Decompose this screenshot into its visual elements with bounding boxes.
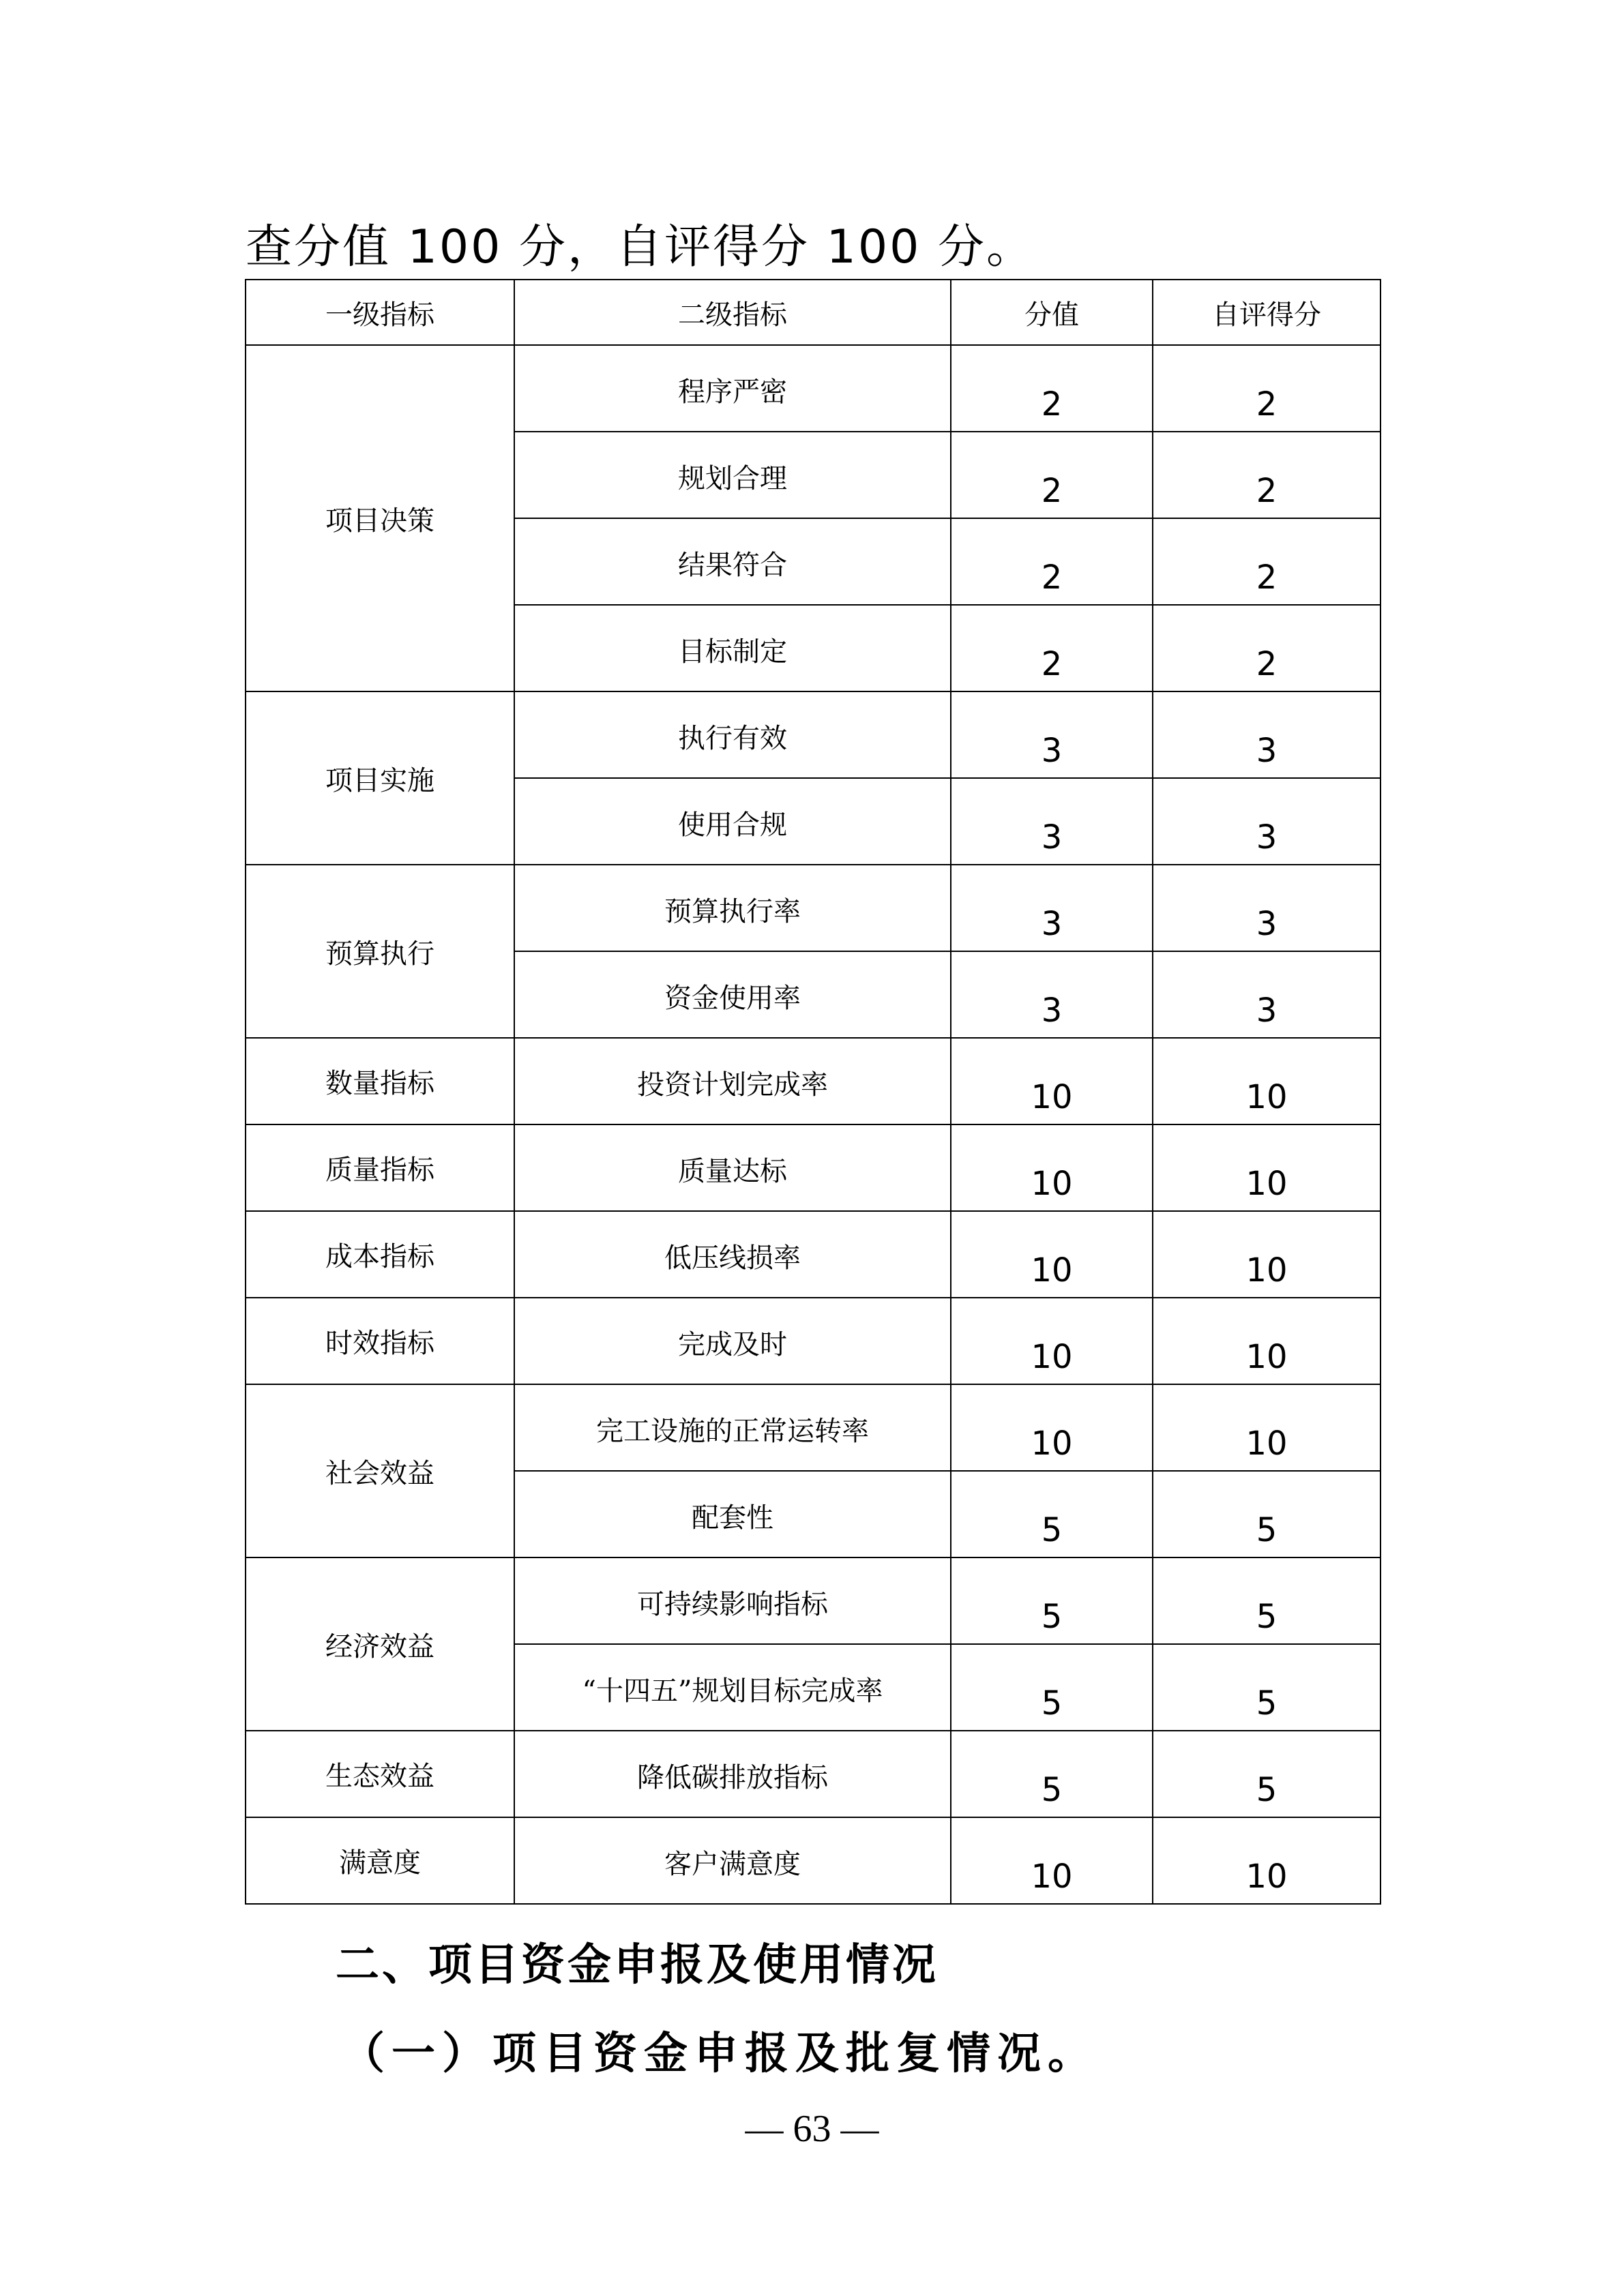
self-score-value: 2 [1256, 472, 1278, 510]
self-score-cell [1153, 691, 1381, 778]
level2-indicator-cell [514, 1644, 951, 1731]
self-score-value: 3 [1256, 818, 1278, 856]
intro-text: 查分值 100 分，自评得分 100 分。 [246, 220, 1035, 274]
score-cell [951, 865, 1153, 951]
score-cell [951, 1124, 1153, 1211]
self-score-cell [1153, 1298, 1381, 1384]
score-table-body [246, 345, 1381, 1904]
level2-indicator-cell [514, 865, 951, 951]
level2-indicator-cell [514, 345, 951, 432]
level1-indicator-cell: 生态效益 [246, 1731, 514, 1817]
self-score-value: 10 [1245, 1338, 1288, 1376]
level2-indicator-text: 降低碳排放指标 [637, 1762, 828, 1793]
score-cell [951, 778, 1153, 865]
score-value: 5 [1041, 1771, 1063, 1809]
table-row [246, 865, 1381, 951]
page-number: — 63 — [745, 2108, 879, 2150]
self-score-value: 2 [1256, 385, 1278, 423]
level2-indicator-text: 预算执行率 [664, 896, 801, 927]
score-value: 3 [1041, 732, 1063, 770]
level2-indicator-text: 资金使用率 [664, 983, 801, 1014]
level2-indicator-cell [514, 1557, 951, 1644]
self-score-value: 3 [1256, 905, 1278, 943]
level2-indicator-text: 执行有效 [678, 723, 787, 754]
score-cell [951, 691, 1153, 778]
level2-indicator-text: 质量达标 [678, 1156, 787, 1187]
score-value: 3 [1041, 818, 1063, 856]
score-cell [951, 1644, 1153, 1731]
header-level2: 二级指标 [514, 280, 951, 345]
level2-indicator-text: 规划合理 [678, 463, 787, 494]
self-score-cell [1153, 1384, 1381, 1471]
score-value: 3 [1041, 905, 1063, 943]
level2-indicator-cell [514, 778, 951, 865]
self-score-cell [1153, 778, 1381, 865]
score-value: 5 [1041, 1684, 1063, 1723]
score-cell [951, 432, 1153, 518]
score-cell [951, 1298, 1153, 1384]
self-score-value: 5 [1256, 1771, 1278, 1809]
level1-indicator-cell: 数量指标 [246, 1038, 514, 1124]
level2-indicator-cell [514, 432, 951, 518]
self-score-value: 3 [1256, 732, 1278, 770]
self-score-value: 10 [1245, 1251, 1288, 1289]
self-score-cell [1153, 1211, 1381, 1298]
self-score-value: 3 [1256, 992, 1278, 1030]
score-value: 10 [1031, 1338, 1073, 1376]
table-row [246, 1557, 1381, 1644]
self-score-cell [1153, 518, 1381, 605]
score-value: 3 [1041, 992, 1063, 1030]
level1-indicator-cell: 项目实施 [246, 691, 514, 865]
self-score-cell [1153, 1817, 1381, 1904]
level2-indicator-text: 使用合规 [678, 809, 787, 841]
level1-indicator-cell: 成本指标 [246, 1211, 514, 1298]
subsection-heading: （一）项目资金申报及批复情况。 [341, 2028, 1098, 2079]
level2-indicator-cell [514, 1124, 951, 1211]
self-score-value: 5 [1256, 1511, 1278, 1549]
level1-indicator-cell: 预算执行 [246, 865, 514, 1038]
level2-indicator-cell [514, 1211, 951, 1298]
level2-indicator-text: 目标制定 [678, 636, 787, 668]
level2-indicator-text: 可持续影响指标 [637, 1589, 828, 1620]
score-cell [951, 345, 1153, 432]
self-score-cell [1153, 1038, 1381, 1124]
score-value: 10 [1031, 1251, 1073, 1289]
header-level1: 一级指标 [246, 280, 514, 345]
level2-indicator-text: 投资计划完成率 [637, 1069, 828, 1101]
level2-indicator-cell [514, 518, 951, 605]
table-row [246, 1298, 1381, 1384]
self-score-cell [1153, 345, 1381, 432]
level2-indicator-cell [514, 1384, 951, 1471]
score-cell [951, 1384, 1153, 1471]
table-row [246, 1211, 1381, 1298]
self-score-cell [1153, 1731, 1381, 1817]
level2-indicator-cell [514, 1038, 951, 1124]
self-score-value: 5 [1256, 1684, 1278, 1723]
level1-indicator-cell: 时效指标 [246, 1298, 514, 1384]
self-score-cell [1153, 432, 1381, 518]
level2-indicator-cell [514, 1471, 951, 1557]
score-value: 5 [1041, 1511, 1063, 1549]
score-cell [951, 1038, 1153, 1124]
level2-indicator-cell [514, 951, 951, 1038]
score-cell [951, 605, 1153, 691]
self-score-value: 10 [1245, 1078, 1288, 1116]
self-score-cell [1153, 951, 1381, 1038]
self-score-cell [1153, 1124, 1381, 1211]
score-value: 10 [1031, 1078, 1073, 1116]
self-score-value: 5 [1256, 1598, 1278, 1636]
level2-indicator-text: 完成及时 [678, 1329, 787, 1360]
table-row [246, 1731, 1381, 1817]
level2-indicator-cell [514, 1817, 951, 1904]
score-cell [951, 1471, 1153, 1557]
score-cell [951, 1817, 1153, 1904]
level1-indicator-cell: 满意度 [246, 1817, 514, 1904]
self-score-value: 2 [1256, 558, 1278, 597]
score-cell [951, 1211, 1153, 1298]
level2-indicator-text: 完工设施的正常运转率 [596, 1416, 869, 1447]
self-score-cell [1153, 1644, 1381, 1731]
score-cell [951, 1731, 1153, 1817]
score-value: 10 [1031, 1165, 1073, 1203]
header-score: 分值 [951, 280, 1153, 345]
level2-indicator-text: 程序严密 [678, 376, 787, 408]
level1-indicator-cell: 经济效益 [246, 1557, 514, 1731]
level2-indicator-text: 结果符合 [678, 550, 787, 581]
level2-indicator-text: 低压线损率 [664, 1242, 801, 1274]
table-row [246, 1124, 1381, 1211]
score-value: 5 [1041, 1598, 1063, 1636]
self-score-cell [1153, 605, 1381, 691]
table-row [246, 345, 1381, 432]
level1-indicator-cell: 社会效益 [246, 1384, 514, 1557]
self-score-cell [1153, 865, 1381, 951]
level2-indicator-cell [514, 691, 951, 778]
score-value: 2 [1041, 558, 1063, 597]
self-score-value: 10 [1245, 1858, 1288, 1896]
level2-indicator-text: 配套性 [692, 1502, 773, 1534]
table-row [246, 1384, 1381, 1471]
level2-indicator-cell [514, 1731, 951, 1817]
score-value: 2 [1041, 645, 1063, 683]
score-cell [951, 518, 1153, 605]
table-row [246, 1817, 1381, 1904]
self-score-cell [1153, 1557, 1381, 1644]
self-score-cell [1153, 1471, 1381, 1557]
score-value: 2 [1041, 385, 1063, 423]
score-cell [951, 1557, 1153, 1644]
score-value: 10 [1031, 1858, 1073, 1896]
self-score-value: 2 [1256, 645, 1278, 683]
score-table [245, 279, 1381, 1905]
score-table-header [246, 280, 1381, 345]
level2-indicator-cell [514, 605, 951, 691]
self-score-value: 10 [1245, 1165, 1288, 1203]
header-self-score: 自评得分 [1153, 280, 1381, 345]
score-value: 2 [1041, 472, 1063, 510]
table-row [246, 691, 1381, 778]
score-cell [951, 951, 1153, 1038]
level2-indicator-cell [514, 1298, 951, 1384]
table-row [246, 1038, 1381, 1124]
score-value: 10 [1031, 1425, 1073, 1463]
level1-indicator-cell: 质量指标 [246, 1124, 514, 1211]
level2-indicator-text: 客户满意度 [664, 1849, 801, 1880]
level1-indicator-cell: 项目决策 [246, 345, 514, 691]
section-heading: 二、项目资金申报及使用情况 [336, 1940, 939, 1991]
level2-indicator-text: “十四五”规划目标完成率 [582, 1675, 883, 1707]
self-score-value: 10 [1245, 1425, 1288, 1463]
